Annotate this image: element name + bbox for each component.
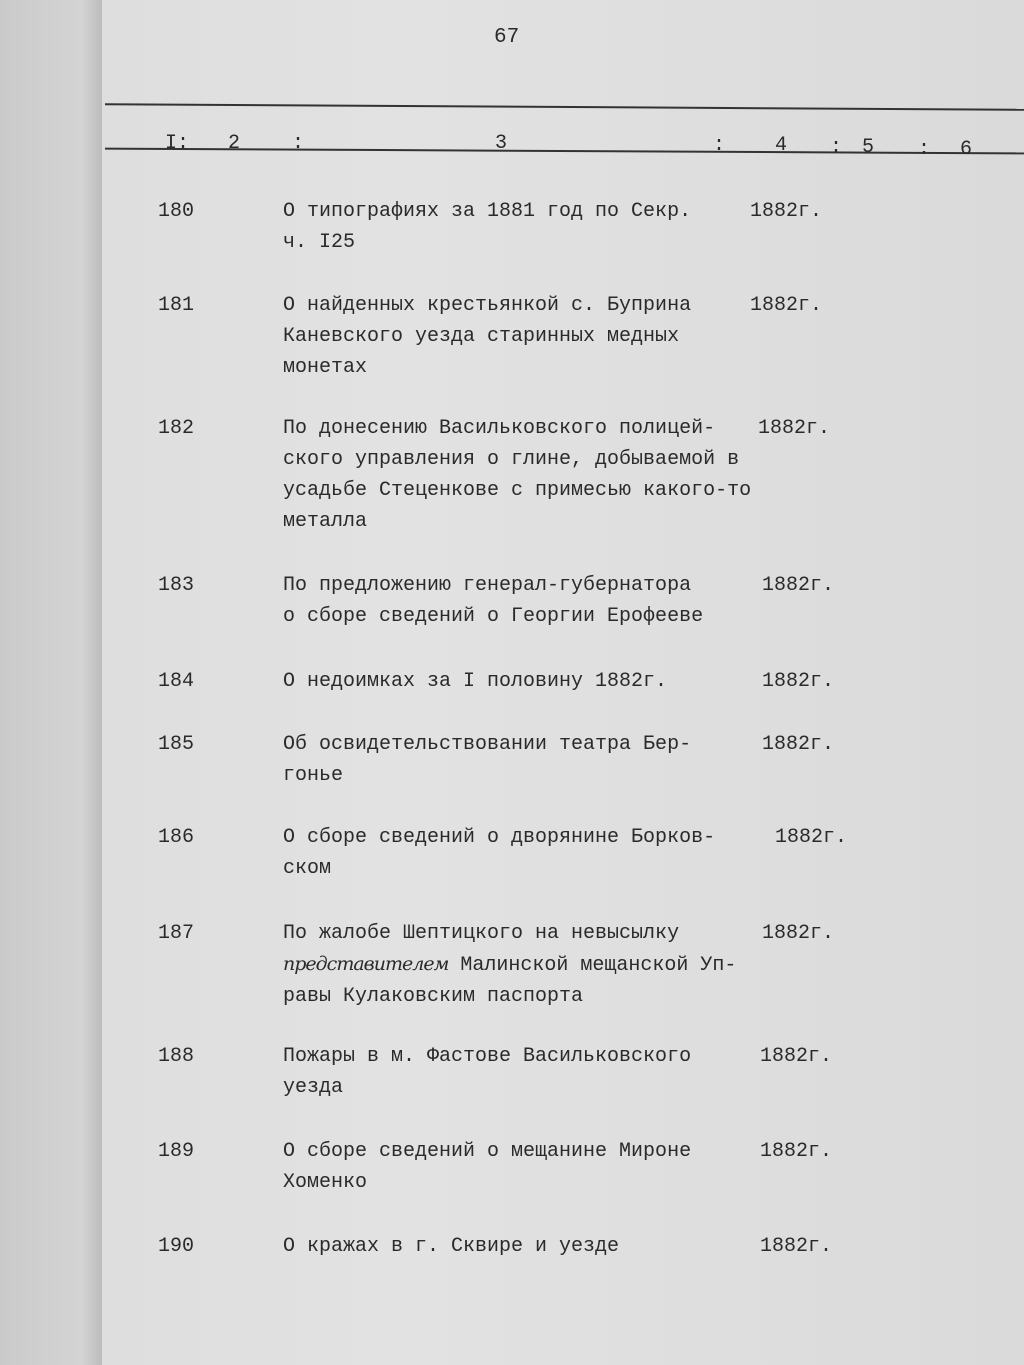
row-number: 182 (158, 417, 195, 440)
row-year: 1882г. (758, 417, 831, 440)
row-year: 1882г. (762, 670, 835, 693)
handwritten-insertion: представителем (283, 953, 449, 975)
row-number: 183 (158, 574, 195, 597)
row-number: 184 (158, 670, 195, 693)
row-title: О найденных крестьянкой с. Буприна Каневского уезда старинных медных монетах (283, 294, 692, 379)
row-title: О сборе сведений о дворянине Борков- ском (283, 826, 716, 880)
row-title (283, 918, 736, 1012)
row-number: 180 (158, 200, 195, 223)
col-6: 6 (960, 138, 973, 161)
header-top-rule (105, 103, 1024, 111)
row-title: Пожары в м. Фастове Васильковского уезда (283, 1045, 692, 1099)
row-title: О типографиях за 1881 год по Секр. ч. I25 (283, 200, 692, 254)
col-sep: : (713, 134, 726, 157)
row-year: 1882г. (762, 733, 835, 756)
row-number: 185 (158, 733, 195, 756)
header-bottom-rule (105, 148, 1024, 155)
row-title: По предложению генерал-губернатора о сборе сведений о Георгии Ерофееве (283, 574, 704, 628)
row-year: 1882г. (762, 574, 835, 597)
row-number: 189 (158, 1140, 195, 1163)
row-year: 1882г. (760, 1140, 833, 1163)
row-title-line: Малинской мещанской Уп- (448, 954, 737, 977)
col-sep: : (918, 138, 931, 161)
row-title: О кражах в г. Сквире и уезде (283, 1235, 620, 1258)
col-sep: : (292, 132, 305, 155)
col-3: 3 (495, 132, 508, 155)
col-5: 5 (862, 136, 875, 159)
col-2: 2 (228, 132, 241, 155)
col-sep: : (830, 136, 843, 159)
col-4: 4 (775, 134, 788, 157)
row-year: 1882г. (750, 200, 823, 223)
row-number: 187 (158, 922, 195, 945)
row-number: 188 (158, 1045, 195, 1068)
book-spine-shadow (0, 0, 102, 1365)
row-title-line: По жалобе Шептицкого на невысылку (283, 922, 680, 945)
row-year: 1882г. (762, 922, 835, 945)
row-year: 1882г. (750, 294, 823, 317)
row-title: О сборе сведений о мещанине Мироне Хоменко (283, 1140, 692, 1194)
row-title: О недоимках за I половину 1882г. (283, 670, 668, 693)
row-year: 1882г. (775, 826, 848, 849)
col-1: I: (165, 132, 190, 155)
row-title: По донесению Васильковского полицей- ского управления о глине, добываемой в усадьбе Стеценкове с примесью какого-то металла (283, 417, 752, 533)
row-number: 186 (158, 826, 195, 849)
row-number: 181 (158, 294, 195, 317)
row-year: 1882г. (760, 1045, 833, 1068)
row-year: 1882г. (760, 1235, 833, 1258)
row-number: 190 (158, 1235, 195, 1258)
row-title-line: равы Кулаковским паспорта (283, 985, 584, 1008)
page-number: 67 (494, 26, 520, 49)
row-title: Об освидетельствовании театра Бер- гонье (283, 733, 692, 787)
